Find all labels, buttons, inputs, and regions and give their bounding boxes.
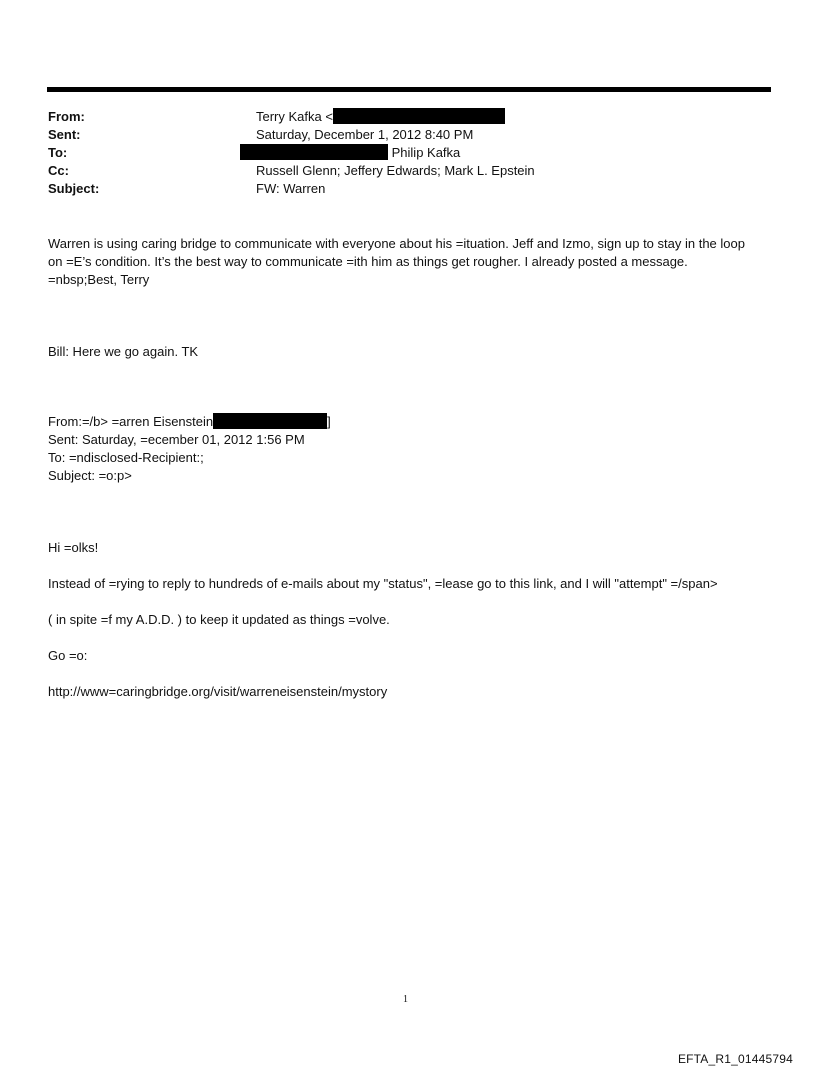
forwarded-from-line bbox=[48, 413, 331, 431]
forwarded-line-2: ( in spite =f my A.D.D. ) to keep it updated as things =volve. bbox=[48, 612, 390, 627]
cc-label: Cc: bbox=[48, 163, 69, 178]
caringbridge-link[interactable]: http://www=caringbridge.org/visit/warreneisenstein/mystory bbox=[48, 684, 388, 699]
redaction-box bbox=[240, 144, 388, 160]
bates-number: EFTA_R1_01445794 bbox=[677, 1052, 793, 1066]
to-label: To: bbox=[48, 145, 68, 160]
bill-line: Bill: Here we go again. TK bbox=[48, 344, 199, 359]
to-name: Philip Kafka bbox=[391, 145, 461, 160]
from-name: Terry Kafka < bbox=[256, 109, 333, 124]
forwarded-subject-line: Subject: =o:p> bbox=[48, 468, 132, 483]
cc-value: Russell Glenn; Jeffery Edwards; Mark L. Epstein bbox=[256, 163, 535, 178]
forwarded-sent-line: Sent: Saturday, =ecember 01, 2012 1:56 PM bbox=[48, 432, 305, 447]
redaction-box bbox=[213, 413, 327, 429]
forwarded-from-text: From:=/b> =arren Eisenstein bbox=[48, 414, 214, 429]
sent-value: Saturday, December 1, 2012 8:40 PM bbox=[256, 127, 474, 142]
sent-label: Sent: bbox=[48, 127, 81, 142]
forwarded-from-close: ] bbox=[327, 414, 331, 429]
header-divider bbox=[47, 87, 771, 92]
from-label: From: bbox=[48, 109, 85, 124]
page-number: 1 bbox=[403, 994, 408, 1005]
subject-value: FW: Warren bbox=[256, 181, 326, 196]
subject-label: Subject: bbox=[48, 181, 100, 196]
to-value bbox=[240, 144, 460, 162]
forwarded-line-1: Instead of =rying to reply to hundreds of e-mails about my "status", =lease go to this link, and I will "attempt" =/span> bbox=[48, 576, 718, 591]
redaction-box bbox=[333, 108, 505, 124]
forwarded-to-line: To: =ndisclosed-Recipient:; bbox=[48, 450, 204, 465]
forwarded-line-3: Go =o: bbox=[48, 648, 88, 663]
from-value bbox=[256, 108, 505, 126]
forwarded-greeting: Hi =olks! bbox=[48, 540, 99, 555]
message-paragraph: Warren is using caring bridge to communicate with everyone about his =ituation. Jeff and Izmo, sign up to stay in the loop on =E’s condition. It’s the best way to communicate =ith him as things get rougher. I already posted a message. =nbsp;Best, Terry bbox=[48, 236, 745, 287]
